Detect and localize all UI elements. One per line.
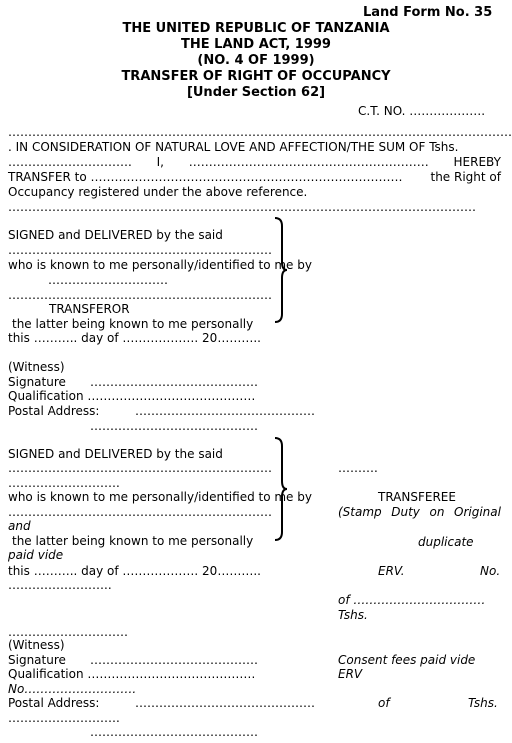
transferor-postal-field: ………………………………………: [135, 404, 315, 418]
tshs-label-1: Tshs.: [338, 608, 368, 622]
transferee-id-dots: …………………………………………………………: [8, 505, 272, 519]
transferor-latter-text: the latter being known to me personally: [12, 317, 254, 331]
header-act: THE LAND ACT, 1999: [181, 37, 331, 52]
transferor-signature-field: ……………………………………: [90, 375, 258, 389]
transferor-witness-label: (Witness): [8, 360, 65, 374]
transferee-paid-vide: paid vide: [8, 548, 64, 562]
transferee-witness-label: (Witness): [8, 638, 65, 652]
duplicate-text: duplicate: [418, 535, 474, 549]
transferee-and-text: and: [8, 519, 31, 533]
ct-number: C.T. NO. ……………….: [358, 104, 486, 118]
consideration-hereby-line: [8, 155, 501, 169]
transferee-known-text: who is known to me personally/identified to me by: [8, 490, 312, 504]
transferee-signed-label: SIGNED and DELIVERED by the said: [8, 447, 223, 461]
transferee-qualification: Qualification ……………………………………: [8, 667, 256, 681]
transferee-postal-label: Postal Address:: [8, 696, 100, 710]
transferee-name-dots-2: ……………………….: [8, 476, 120, 490]
duty-word: Duty: [391, 505, 420, 519]
transferee-no-field: No……………………….: [8, 682, 137, 696]
stamp-word: (Stamp: [338, 505, 382, 519]
header-country: THE UNITED REPUBLIC OF TANZANIA: [122, 21, 390, 36]
transfer-to-text: TRANSFER to ……………………………………………………………………: [8, 170, 403, 184]
erv-label-2: ERV: [338, 667, 363, 681]
form-number: Land Form No. 35: [363, 5, 493, 20]
consent-fees-text: Consent fees paid vide: [338, 653, 476, 667]
transferee-postal-field-2: ……………………………………: [90, 725, 258, 739]
consideration-dots-line: ………………………………………………………………………………………………………………: [8, 125, 512, 139]
transferee-postal-field-b: ……………………….: [8, 711, 120, 725]
transferor-signed-label: SIGNED and DELIVERED by the said: [8, 228, 223, 242]
transferee-latter-text: the latter being known to me personally: [12, 534, 254, 548]
transferor-qualification: Qualification ……………………………………: [8, 389, 256, 403]
original-word: Original: [454, 505, 501, 519]
transferor-postal-label: Postal Address:: [8, 404, 100, 418]
transferor-postal-field-2: ……………………………………: [90, 419, 258, 433]
transferor-id-dots: …………………………: [48, 273, 168, 287]
header-section: [Under Section 62]: [186, 85, 326, 100]
transferor-role: TRANSFEROR: [49, 302, 130, 316]
consideration-line: . IN CONSIDERATION OF NATURAL LOVE AND AFFECTION/THE SUM OF Tshs.: [8, 140, 459, 154]
transfer-to-line: [8, 170, 501, 184]
on-word: on: [429, 505, 445, 519]
transferee-date-line: this ……….. day of ………………. 20………..: [8, 564, 261, 578]
transferee-name-dots: …………………………………………………………: [8, 461, 272, 475]
tshs-label-2: Tshs.: [468, 696, 498, 710]
transferee-role: TRANSFEREE: [378, 490, 456, 504]
pronoun-i: I,: [156, 155, 164, 169]
stamp-duty-line: [338, 505, 501, 519]
transferee-signature-field: ……………………………………: [90, 653, 258, 667]
transferor-brace-icon: [272, 216, 288, 324]
amount-dots: ………………………….: [8, 155, 132, 169]
transferee-signature-label: Signature: [8, 653, 66, 667]
no-label: No.: [480, 564, 501, 578]
hereby-text: HEREBY: [453, 155, 501, 169]
of-dots-line: of ……………………………: [338, 593, 486, 607]
right-of-text: the Right of: [430, 170, 501, 184]
header-act-number: (NO. 4 OF 1999): [197, 53, 315, 68]
transferor-signature-label: Signature: [8, 375, 66, 389]
transferee-dots-4: …………………………: [8, 625, 128, 639]
occupancy-line: Occupancy registered under the above reference.: [8, 185, 308, 199]
header-title: TRANSFER OF RIGHT OF OCCUPANCY: [121, 69, 391, 84]
transferor-date-line: this ……….. day of ………………. 20………..: [8, 331, 261, 345]
transferee-postal-field: ………………………………………: [135, 696, 315, 710]
of-label-2: of: [378, 696, 390, 710]
transferee-brace-icon: [272, 436, 288, 542]
transferor-name-dots: …………………………………………………………: [8, 243, 272, 257]
erv-label: ERV.: [378, 564, 405, 578]
transferor-signature-dots: …………………………………………………………: [8, 288, 272, 302]
transferor-name-dots: ……………………………………………………: [188, 155, 429, 169]
transferee-dots-3: ……………………..: [8, 578, 112, 592]
transferee-right-dots: ……….: [338, 461, 378, 475]
transferor-known-text: who is known to me personally/identified to me by: [8, 258, 312, 272]
consideration-end-dots: ………………………………………………………………………………………………………: [8, 200, 476, 214]
